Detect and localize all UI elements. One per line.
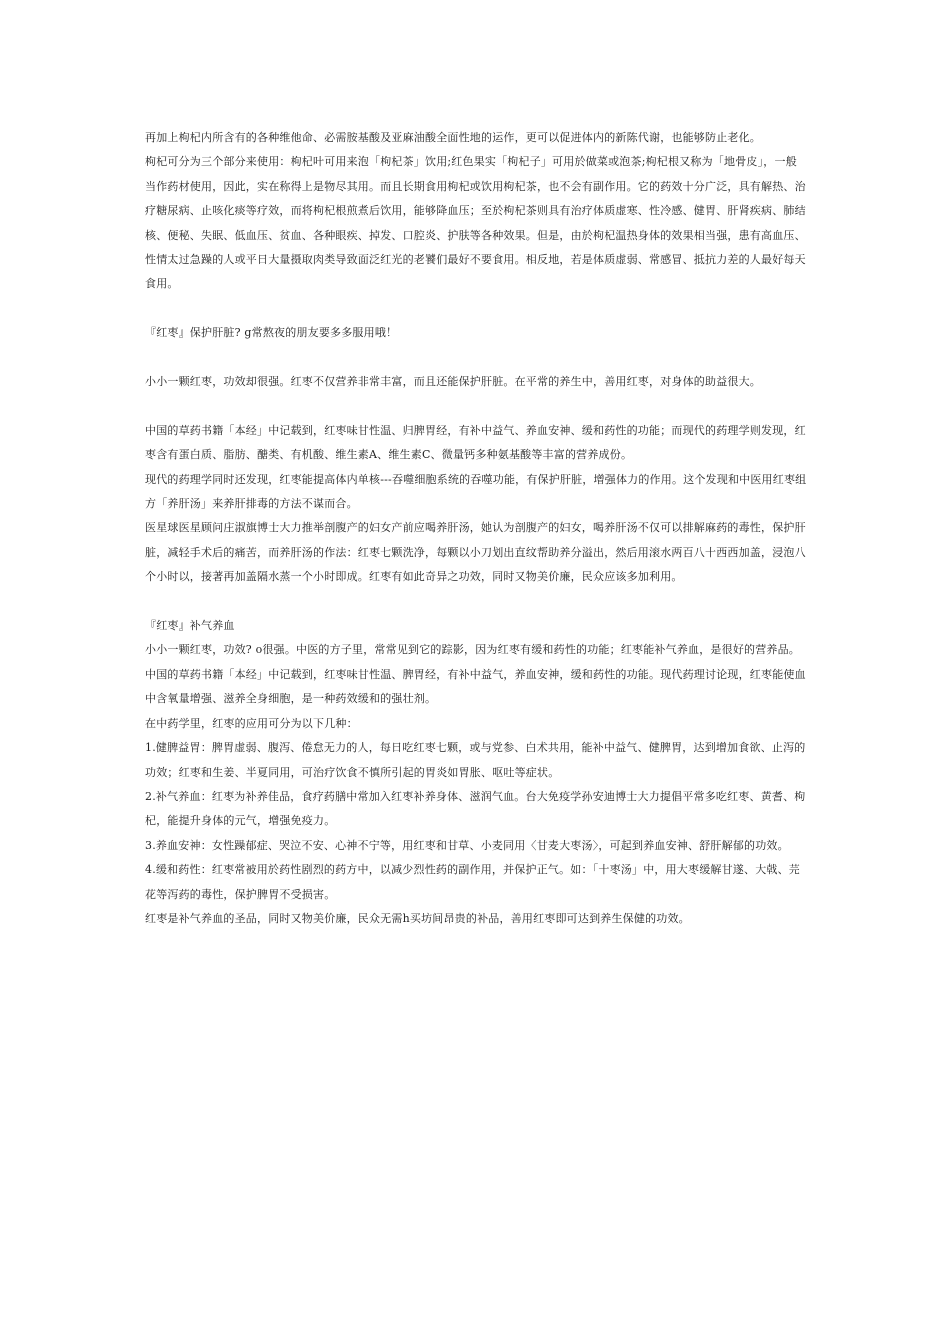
paragraph-spacer xyxy=(145,394,805,418)
text-line: 花等泻药的毒性，保护脾胃不受损害。 xyxy=(145,887,336,901)
paragraph-spacer xyxy=(145,346,805,370)
text-line: 当作药材使用，因此，实在称得上是物尽其用。而且长期食用枸杞或饮用枸杞茶，也不会有副作用。它的药效十分广泛，具有解热、治 xyxy=(145,179,806,193)
text-line: 杞，能提升身体的元气，增强免疫力。 xyxy=(145,814,336,828)
text-line: 方「养肝汤」来养肝排毒的方法不谋而合。 xyxy=(145,497,358,511)
text-line: 核、便秘、失眠、低血压、贫血、各种眼疾、掉发、口腔炎、护肤等各种效果。但是，由於枸杞温热身体的效果相当强，患有高血压、 xyxy=(145,228,806,242)
text-line: 食用。 xyxy=(145,277,179,291)
text-line: 枣含有蛋白质、脂肪、醣类、有机酸、维生素A、维生素C、微量钙多种氨基酸等丰富的营养成份。 xyxy=(145,448,633,462)
text-line: 在中药学里，红枣的应用可分为以下几种： xyxy=(145,716,358,730)
text-line: 中国的草药书籍「本经」中记载到，红枣味甘性温、归脾胃经，有补中益气、养血安神、缓和药性的功能；而现代的药理学则发现，红 xyxy=(145,423,806,437)
text-line: 中含氧量增强、滋养全身细胞，是一种药效缓和的强壮剂。 xyxy=(145,692,437,706)
text-line: 再加上枸杞内所含有的各种维他命、必需胺基酸及亚麻油酸全面性地的运作，更可以促进体内的新陈代谢，也能够防止老化。 xyxy=(145,131,761,144)
text-line: 3.养血安神：女性躁郁症、哭泣不安、心神不宁等，用红枣和甘草、小麦同用〈甘麦大枣汤〉，可起到养血安神、舒肝解郁的功效。 xyxy=(145,838,789,852)
text-line: 2.补气养血：红枣为补养佳品，食疗药膳中常加入红枣补养身体、滋润气血。台大免疫学孙安迪博士大力提倡平常多吃红枣、黄耆、枸 xyxy=(145,789,806,803)
text-line: 脏，减轻手术后的痛苦，而养肝汤的作法：红枣七颗洗净，每颗以小刀划出直纹帮助养分溢出，然后用滚水两百八十西西加盖，浸泡八 xyxy=(145,545,806,559)
text-line: 枸杞可分为三个部分来使用：枸杞叶可用来泡「枸杞茶」饮用;红色果实「枸杞子」可用於做菜或泡茶;枸杞根又称为「地骨皮」，一般 xyxy=(145,155,797,169)
paragraph-spacer xyxy=(145,297,805,321)
text-line: 红枣是补气养血的圣品，同时又物美价廉，民众无需h买坊间昂贵的补品，善用红枣即可达到养生保健的功效。 xyxy=(145,911,690,925)
text-line: 个小时以，接著再加盖隔水蒸一个小时即成。红枣有如此奇异之功效，同时又物美价廉，民众应该多加利用。 xyxy=(145,570,683,584)
text-line: 医星球医星顾问庄淑旗博士大力推举剖腹产的妇女产前应喝养肝汤，她认为剖腹产的妇女，喝养肝汤不仅可以排解麻药的毒性，保护肝 xyxy=(145,521,806,535)
text-line: 小小一颗红枣，功效? o很强。中医的方子里，常常见到它的踪影，因为红枣有缓和药性的功能；红枣能补气养血，是很好的营养品。 xyxy=(145,643,801,657)
text-line: 性情太过急躁的人或平日大量摄取肉类导致面泛红光的老饕们最好不要食用。相反地，若是体质虚弱、常感冒、抵抗力差的人最好每天 xyxy=(145,253,806,267)
text-line: 疗糖尿病、止咳化痰等疗效，而将枸杞根煎煮后饮用，能够降血压；至於枸杞茶则具有治疗体质虚寒、性冷感、健胃、肝肾疾病、肺结 xyxy=(145,204,806,218)
text-line: 『红枣』保护肝脏? g常熬夜的朋友要多多服用哦！ xyxy=(145,326,398,340)
text-line: 小小一颗红枣，功效却很强。红枣不仅营养非常丰富，而且还能保护肝脏。在平常的养生中，善用红枣，对身体的助益很大。 xyxy=(145,375,761,389)
text-line: 1.健脾益胃：脾胃虚弱、腹泻、倦怠无力的人，每日吃红枣七颗，或与党参、白术共用，能补中益气、健脾胃，达到增加食欲、止泻的 xyxy=(145,741,806,755)
text-line: 中国的草药书籍「本经」中记载到，红枣味甘性温、脾胃经，有补中益气，养血安神，缓和药性的功能。现代药理讨论现，红枣能使血 xyxy=(145,667,806,681)
document-body xyxy=(145,126,805,931)
paragraph-spacer xyxy=(145,590,805,614)
text-line: 现代的药理学同时还发现，红枣能提高体内单核---吞噬细胞系统的吞噬功能，有保护肝脏，增强体力的作用。这个发现和中医用红枣组 xyxy=(145,472,807,486)
text-line: 功效；红枣和生姜、半夏同用，可治疗饮食不慎所引起的胃炎如胃胀、呕吐等症状。 xyxy=(145,765,560,779)
text-line: 『红枣』补气养血 xyxy=(145,619,235,633)
text-line: 4.缓和药性：红枣常被用於药性剧烈的药方中，以减少烈性药的副作用，并保护正气。如：「十枣汤」中，用大枣缓解甘遂、大戟、芫 xyxy=(145,863,800,877)
